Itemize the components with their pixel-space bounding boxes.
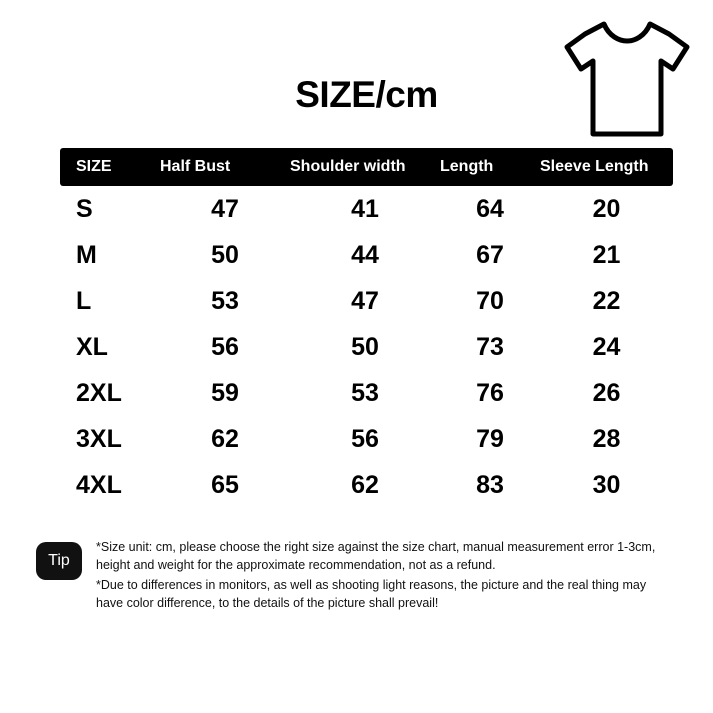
cell-half-bust: 53: [211, 286, 239, 315]
cell-length: 76: [476, 378, 504, 407]
table-row: [60, 324, 673, 370]
cell-shoulder-width: 44: [351, 240, 379, 269]
cell-sleeve-length: 28: [592, 424, 621, 453]
cell-half-bust: 56: [211, 332, 239, 361]
page-title: SIZE/cm: [295, 74, 438, 115]
column-header-sleeve-length: Sleeve Length: [540, 158, 649, 175]
cell-size: 3XL: [76, 424, 122, 453]
cell-shoulder-width: 50: [351, 332, 379, 361]
cell-sleeve-length: 22: [592, 286, 621, 315]
column-header-length: Length: [440, 158, 494, 175]
size-table: [60, 148, 673, 508]
cell-sleeve-length: 30: [592, 470, 621, 499]
tip-section: [36, 538, 676, 614]
table-header-row: [60, 148, 673, 186]
table-row: [60, 186, 673, 232]
cell-sleeve-length: 24: [592, 332, 621, 361]
cell-shoulder-width: 56: [351, 424, 379, 453]
cell-shoulder-width: 53: [351, 378, 379, 407]
cell-half-bust: 47: [211, 194, 239, 223]
cell-half-bust: 62: [211, 424, 239, 453]
tip-line-2: *Due to differences in monitors, as well as shooting light reasons, the picture and the real thing may have color difference, to the details of the picture shall prevail!: [96, 578, 647, 610]
cell-half-bust: 59: [211, 378, 239, 407]
cell-size: XL: [76, 332, 108, 361]
cell-length: 83: [476, 470, 504, 499]
table-row: [60, 370, 673, 416]
column-header-half-bust: Half Bust: [160, 158, 231, 175]
cell-sleeve-length: 20: [592, 194, 621, 223]
column-header-size: SIZE: [76, 158, 112, 175]
cell-shoulder-width: 62: [351, 470, 379, 499]
cell-size: L: [76, 286, 92, 315]
cell-sleeve-length: 26: [592, 378, 621, 407]
cell-length: 79: [476, 424, 504, 453]
tip-badge: Tip: [36, 542, 82, 580]
tip-line-1: *Size unit: cm, please choose the right size against the size chart, manual measurement error 1-3cm, height and weight for the approximate recommendation, not as a refund.: [96, 540, 656, 572]
cell-half-bust: 65: [211, 470, 239, 499]
column-header-shoulder-width: Shoulder width: [290, 158, 406, 175]
cell-shoulder-width: 41: [351, 194, 379, 223]
cell-size: 2XL: [76, 378, 122, 407]
table-row: [60, 462, 673, 508]
cell-size: M: [76, 240, 97, 269]
tip-text: [96, 538, 666, 614]
cell-length: 73: [476, 332, 504, 361]
table-row: [60, 278, 673, 324]
table-row: [60, 416, 673, 462]
cell-length: 64: [476, 194, 504, 223]
table-row: [60, 232, 673, 278]
cell-shoulder-width: 47: [351, 286, 379, 315]
cell-length: 70: [476, 286, 504, 315]
cell-sleeve-length: 21: [592, 240, 621, 269]
cell-half-bust: 50: [211, 240, 239, 269]
cell-size: 4XL: [76, 470, 122, 499]
cell-size: S: [76, 194, 93, 223]
cell-length: 67: [476, 240, 504, 269]
